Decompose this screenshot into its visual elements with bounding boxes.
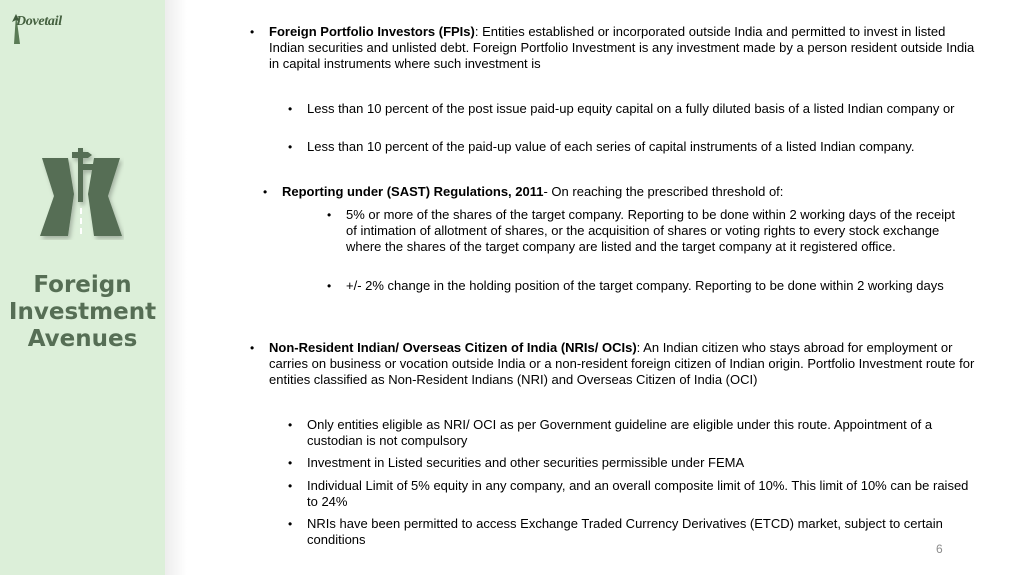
bullet-icon: •	[288, 456, 293, 470]
nri-point: Individual Limit of 5% equity in any company, and an overall composite limit of 10%. This limit of 10% can be raised to 24%	[307, 478, 969, 509]
fpi-paragraph	[269, 24, 979, 72]
bullet-icon: •	[288, 517, 293, 531]
bullet-icon: •	[250, 25, 255, 39]
bullet-icon: •	[327, 208, 332, 222]
nri-text: : An Indian citizen who stays abroad for employment or carries on business or vocation outside India or a non-resident foreign citizen of Indian origin. Portfolio Investment route for entities classified as Non-Resident Indians (NRI) and Overseas Citizen of India (OCI)	[269, 340, 975, 387]
sast-heading: Reporting under (SAST) Regulations, 2011	[282, 184, 544, 199]
fpi-point: Less than 10 percent of the post issue paid-up equity capital on a fully diluted basis of a listed Indian company or	[307, 101, 955, 116]
section-title-line: Avenues	[27, 326, 138, 352]
sast-paragraph	[282, 184, 972, 200]
fpi-point: Less than 10 percent of the paid-up value of each series of capital instruments of a listed Indian company.	[307, 139, 915, 154]
bullet-icon: •	[327, 279, 332, 293]
section-title-line: Foreign	[33, 272, 132, 298]
fpi-heading: Foreign Portfolio Investors (FPIs)	[269, 24, 475, 39]
nri-point: NRIs have been permitted to access Exchange Traded Currency Derivatives (ETCD) market, subject to certain conditions	[307, 516, 943, 547]
logo-text: Dovetail	[16, 14, 62, 29]
bullet-icon: •	[263, 185, 268, 199]
sast-point: +/- 2% change in the holding position of the target company. Reporting to be done within 2 working days	[346, 278, 944, 293]
bullet-icon: •	[250, 341, 255, 355]
nri-point: Investment in Listed securities and other securities permissible under FEMA	[307, 455, 745, 470]
fpi-text: : Entities established or incorporated outside India and permitted to invest in listed Indian securities and unlisted debt. Foreign Portfolio Investment is any investment made by a person resident outside India in capital instruments where such investment is	[269, 24, 975, 71]
nri-heading: Non-Resident Indian/ Overseas Citizen of India (NRIs/ OCIs)	[269, 340, 637, 355]
bullet-icon: •	[288, 418, 293, 432]
bullet-icon: •	[288, 102, 293, 116]
section-title-line: Investment	[8, 299, 157, 325]
nri-point: Only entities eligible as NRI/ OCI as per Government guideline are eligible under this route. Appointment of a custodian is not compulsory	[307, 417, 933, 448]
page-number: 6	[936, 542, 943, 556]
bullet-icon: •	[288, 479, 293, 493]
sast-point: 5% or more of the shares of the target company. Reporting to be done within 2 working days of the receipt of intimation of allotment of shares, or the acquisition of shares or voting rights to every stock exchange where the shares of the target company are listed and the target company at it registered office.	[346, 207, 955, 254]
nri-paragraph	[269, 340, 979, 388]
sast-text: - On reaching the prescribed threshold of:	[543, 184, 784, 199]
bullet-icon: •	[288, 140, 293, 154]
